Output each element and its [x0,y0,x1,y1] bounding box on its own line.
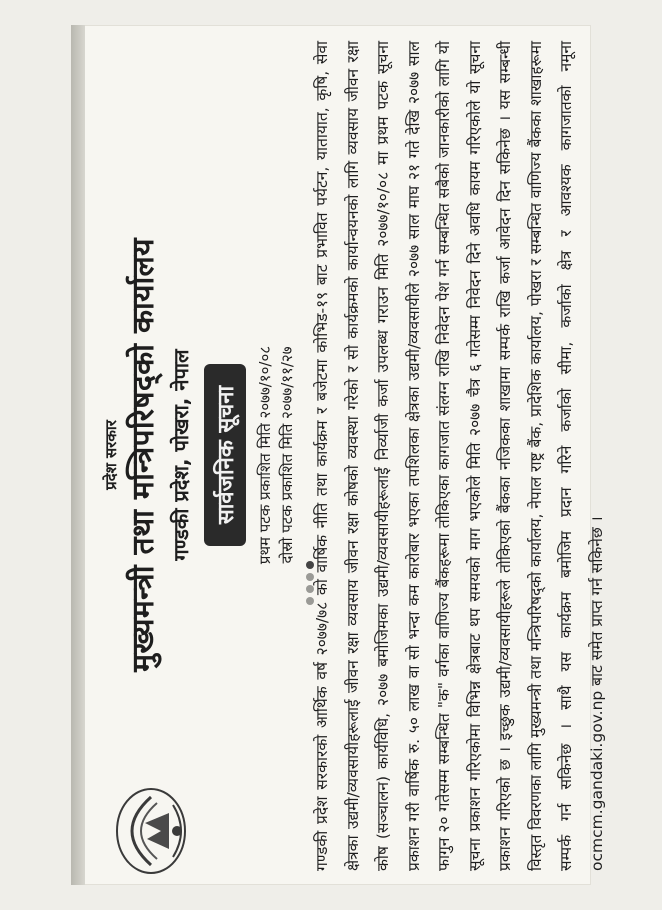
scan-edge [71,25,85,885]
notice-title-badge: सार्वजनिक सूचना [204,364,246,546]
first-publication-date: प्रथम पटक प्रकाशित मिति २०७७/१०/०८ [256,345,274,565]
location-line: गण्डकी प्रदेश, पोखरा, नेपाल [169,349,193,561]
government-label: प्रदेश सरकार [102,420,120,490]
publication-dates [254,135,298,775]
public-notice [71,25,606,885]
office-title: मुख्यमन्त्री तथा मन्त्रिपरिषद्को कार्यालय [126,238,161,672]
notice-header [101,135,298,775]
second-publication-date: दोस्रो पटक प्रकाशित मिति २०७७/११/२७ [278,346,296,564]
notice-body: गण्डकी प्रदेश सरकारको आर्थिक वर्ष २०७७/७८ को वार्षिक नीति तथा कार्यक्रम र बजेटमा कोभिड-१९ बाट प्रभावित पर्यटन, यातायात, कृषि, सेवा क्षेत्रका उद्यमी/व्यवसायीहरूलाई जीवन रक्षा व्यवसाय जीवन रक्षा कोषको व्यवस्था गरेको र सो कार्यक्रमको कार्यान्वयनको लागि व्यवसाय जीवन रक्षा कोष (सञ्चालन) कार्यविधि, २०७७ बमोजिमका उद्यमी/व्यवसायीहरूलाई निर्व्याजी कर्जा उपलब्ध गराउन मिति २०७७/१०/०८ मा प्रथम पटक सूचना प्रकाशन गरी वार्षिक रु. ५० लाख वा सो भन्दा कम कारोबार भएका तपशिलका क्षेत्रका उद्यमी/व्यवसायीले २०७७ साल माघ २१ गते देखि २०७७ साल फागुन २० गतेसम्म सम्बन्धित "क" वर्गका वाणिज्य बैंकहरूमा तोकिएका कागजात संलग्न राखि निवेदन पेश गर्न सम्बन्धित सबैको जानकारीको लागि यो सूचना प्रकाशन गरिएकोमा विभिन्न क्षेत्रबाट थप समयको माग भएकोले मिति २०७७ चैत्र ६ गतेसम्म निवेदन दिने अवधि कायम गरिएकोले यो सूचना प्रकाशन गरिएको छ । इच्छुक उद्यमी/व्यवसायीहरूले तोकिएको बैंकका नजिकका शाखामा सम्पर्क राखि कर्जा आवेदन दिन सकिनेछ । यस सम्बन्धी विस्तृत विवरणका लागि मुख्यमन्त्री तथा मन्त्रिपरिषद्को कार्यालय, नेपाल राष्ट्र बैंक, प्रादेशिक कार्यालय, पोखरा र सम्बन्धित वाणिज्य बैंकका शाखाहरूमा सम्पर्क गर्न सकिनेछ । साथै यस कार्यक्रम बमोजिम प्रदान गरिने कर्जाको सीमा, कर्जाको क्षेत्र र आवश्यक कागजातको नमूना ocmcm.gandaki.gov.np बाट समेत प्राप्त गर्न सकिनेछ । [313,41,606,871]
provincial-emblem-icon [111,783,191,879]
